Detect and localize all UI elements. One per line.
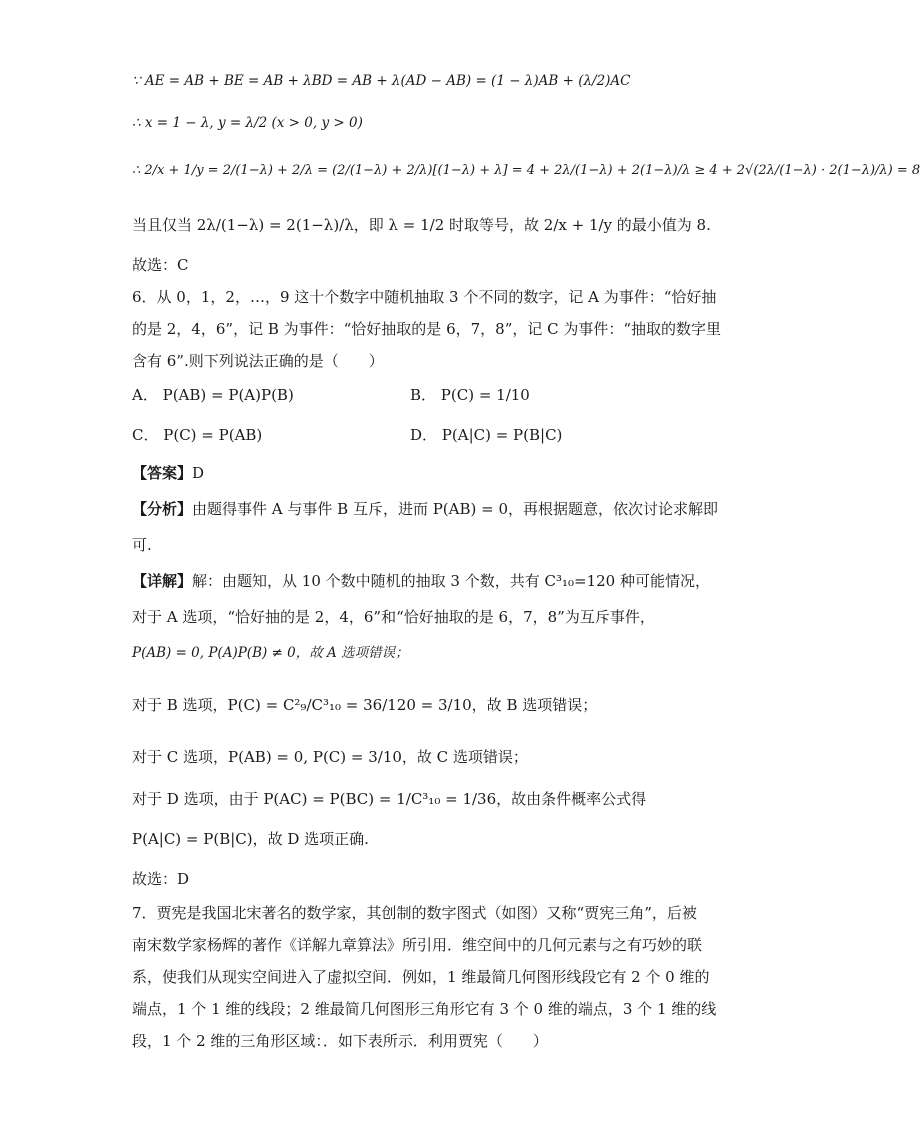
q6-detail-line-3: P(AB) = 0, P(A)P(B) ≠ 0，故 A 选项错误； [132, 645, 409, 661]
answer-tag: 【答案】 [132, 464, 193, 482]
analysis-text: 由题得事件 A 与事件 B 互斥，进而 P(AB) = 0，再根据题意，依次讨论求解即 [192, 500, 719, 518]
derivation-line-1: ∵ AE = AB + BE = AB + λBD = AB + λ(AD − AB) = (1 − λ)AB + (λ/2)AC [132, 73, 631, 89]
q6-stem-line-1: 6．从 0，1，2，…，9 这十个数字中随机抽取 3 个不同的数字，记 A 为事件：“恰好抽 [132, 288, 717, 306]
q7-line-3: 系，使我们从现实空间进入了虚拟空间．例如，1 维最简几何图形线段它有 2 个 0 维的 [132, 968, 710, 986]
q6-option-row-2 [132, 424, 262, 446]
q6-detail-line-7: P(A|C) = P(B|C)，故 D 选项正确. [132, 830, 369, 848]
q6-option-b: B． P(C) = 1/10 [410, 386, 530, 404]
q6-analysis-line-1 [132, 498, 718, 520]
q6-detail-line-6: 对于 D 选项，由于 P(AC) = P(BC) = 1/C³₁₀ = 1/36，故由条件概率公式得 [132, 790, 647, 808]
q6-analysis-line-2: 可. [132, 536, 152, 554]
q6-option-c: C． P(C) = P(AB) [132, 426, 263, 444]
q6-option-a: A． P(AB) = P(A)P(B) [132, 386, 294, 404]
q6-final-answer: 故选：D [132, 870, 190, 888]
detail-tag: 【详解】 [132, 572, 193, 590]
derivation-answer: 故选：C [132, 256, 189, 274]
q6-detail-line-5: 对于 C 选项，P(AB) = 0, P(C) = 3/10，故 C 选项错误； [132, 748, 528, 766]
q6-stem-line-3: 含有 6”.则下列说法正确的是（ ） [132, 352, 384, 370]
q6-detail-line-2: 对于 A 选项，“恰好抽的是 2，4，6”和“恰好抽取的是 6，7，8”为互斥事件， [132, 608, 655, 626]
q7-line-2: 南宋数学家杨辉的著作《详解九章算法》所引用．维空间中的几何元素与之有巧妙的联 [132, 936, 703, 954]
derivation-line-3: ∴ 2/x + 1/y = 2/(1−λ) + 2/λ = (2/(1−λ) + 2/λ)[(1−λ) + λ] = 4 + 2λ/(1−λ) + 2(1−λ)/λ ≥ 4 + 2√(2λ/(1−λ) · 2(1−λ)/λ) = 8 [132, 163, 920, 178]
q7-line-1: 7．贾宪是我国北宋著名的数学家，其创制的数字图式（如图）又称“贾宪三角”，后被 [132, 904, 697, 922]
answer-value: D [192, 464, 205, 482]
q6-option-row-1 [132, 384, 294, 406]
detail-text: 解：由题知，从 10 个数中随机的抽取 3 个数，共有 C³₁₀=120 种可能情况， [192, 572, 710, 590]
q6-detail-line-1 [132, 570, 710, 592]
q6-answer [132, 462, 204, 484]
derivation-line-4: 当且仅当 2λ/(1−λ) = 2(1−λ)/λ，即 λ = 1/2 时取等号，故 2/x + 1/y 的最小值为 8. [132, 216, 711, 234]
q7-line-4: 端点，1 个 1 维的线段；2 维最简几何图形三角形它有 3 个 0 维的端点，3 个 1 维的线 [132, 1000, 717, 1018]
q6-option-d: D． P(A|C) = P(B|C) [410, 426, 563, 444]
q6-detail-line-4: 对于 B 选项，P(C) = C²₉/C³₁₀ = 36/120 = 3/10，故 B 选项错误； [132, 696, 598, 714]
q6-stem-line-2: 的是 2，4，6”，记 B 为事件：“恰好抽取的是 6，7，8”，记 C 为事件：“抽取的数字里 [132, 320, 722, 338]
q7-line-5: 段，1 个 2 维的三角形区域：．如下表所示．利用贾宪（ ） [132, 1032, 548, 1050]
derivation-line-2: ∴ x = 1 − λ, y = λ/2 (x > 0, y > 0) [132, 115, 363, 131]
analysis-tag: 【分析】 [132, 500, 193, 518]
